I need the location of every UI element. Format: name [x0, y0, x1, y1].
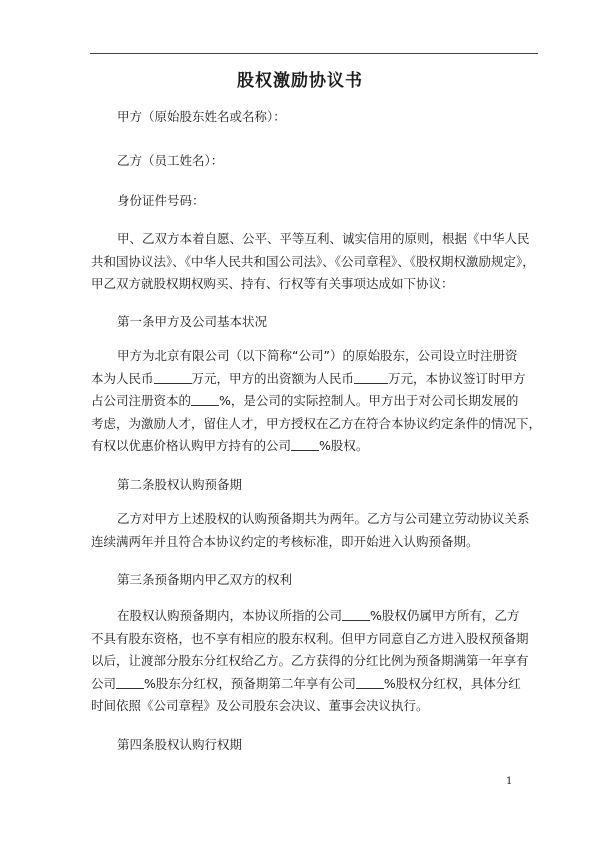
text-segment: %股权仍属甲方所有，乙方	[370, 608, 520, 623]
page-number: 1	[506, 776, 513, 787]
text-segment: 在股权认购预备期内，本协议所指的公司	[117, 608, 343, 623]
article-2-line-1: 乙方对甲方上述股权的认购预备期共为两年。乙方与公司建立劳动协议关系	[117, 511, 530, 526]
blank-contribution	[354, 371, 388, 384]
preamble-line-1: 甲、乙双方本着自愿、公平、平等互利、诚实信用的原则，根据《中华人民	[117, 231, 530, 246]
article-2-line-2: 连续满两年并且符合本协议约定的考核标准，即开始进入认购预备期。	[91, 533, 479, 549]
text-segment: 万元，本协议签订时甲方	[388, 370, 526, 386]
article-3-paragraph	[91, 605, 541, 718]
article-1-heading: 第一条甲方及公司基本状况	[117, 314, 268, 329]
article-1-line-5	[91, 435, 541, 458]
text-segment: 本为人民币	[91, 370, 154, 386]
article-4-heading: 第四条股权认购行权期	[117, 737, 243, 752]
article-2-paragraph	[91, 508, 541, 553]
blank-first-year-percent	[116, 676, 144, 689]
article-1-line-3	[91, 390, 541, 413]
party-b-label: 乙方（员工姓名）：	[117, 153, 224, 168]
article-1-line-1: 甲方为北京有限公司（以下简称“公司”）的原始股东，公司设立时注册资	[117, 348, 518, 363]
article-3-line-1	[91, 605, 541, 628]
article-3-line-5: 时间依照《公司章程》及公司股东会决议、董事会决议执行。	[91, 698, 429, 713]
document-title: 股权激励协议书	[237, 71, 363, 91]
article-2-heading: 第二条股权认购预备期	[117, 477, 243, 492]
text-segment: %股权分红权，具体分红	[383, 675, 521, 691]
text-segment: %股权。	[319, 438, 369, 453]
party-a-label: 甲方（原始股东姓名或名称）：	[117, 109, 286, 124]
blank-capital-percent	[191, 393, 219, 406]
blank-share-percent	[291, 438, 319, 451]
preamble-line-2: 共和国协议法》、《中华人民共和国公司法》、《公司章程》、《股权期权激励规定》，	[91, 253, 535, 269]
text-segment: 万元，甲方的出资额为人民币	[191, 370, 355, 386]
header-rule	[90, 53, 538, 54]
id-number-label: 身份证件号码：	[117, 193, 205, 208]
article-1-line-2	[91, 368, 541, 391]
article-3-line-2: 不具有股东资格，也不享有相应的股东权利。但甲方同意自乙方进入股权预备期	[91, 630, 529, 646]
preamble-line-3: 甲乙双方就股权期权购买、持有、行权等有关事项达成如下协议：	[91, 276, 454, 291]
blank-share-percent	[342, 608, 370, 621]
blank-second-year-percent	[356, 676, 384, 689]
blank-registered-capital	[154, 371, 192, 384]
article-1-paragraph	[91, 345, 541, 458]
text-segment: 占公司注册资本的	[91, 393, 192, 408]
article-3-line-4	[91, 673, 541, 696]
article-3-heading: 第三条预备期内甲乙双方的权利	[117, 572, 293, 587]
article-3-line-3: 以后，让渡部分股东分红权给乙方。乙方获得的分红比例为预备期满第一年享有	[91, 653, 529, 668]
text-segment: %，是公司的实际控制人。甲方出于对公司长期发展的	[219, 393, 519, 408]
text-segment: %股东分红权，预备期第二年享有公司	[144, 675, 356, 691]
article-1-line-4: 考虑，为激励人才，留住人才，甲方授权在乙方在符合本协议约定条件的情况下，	[91, 415, 542, 431]
preamble-paragraph	[91, 228, 541, 296]
text-segment: 有权以优惠价格认购甲方持有的公司	[91, 438, 292, 453]
text-segment: 公司	[91, 675, 117, 691]
